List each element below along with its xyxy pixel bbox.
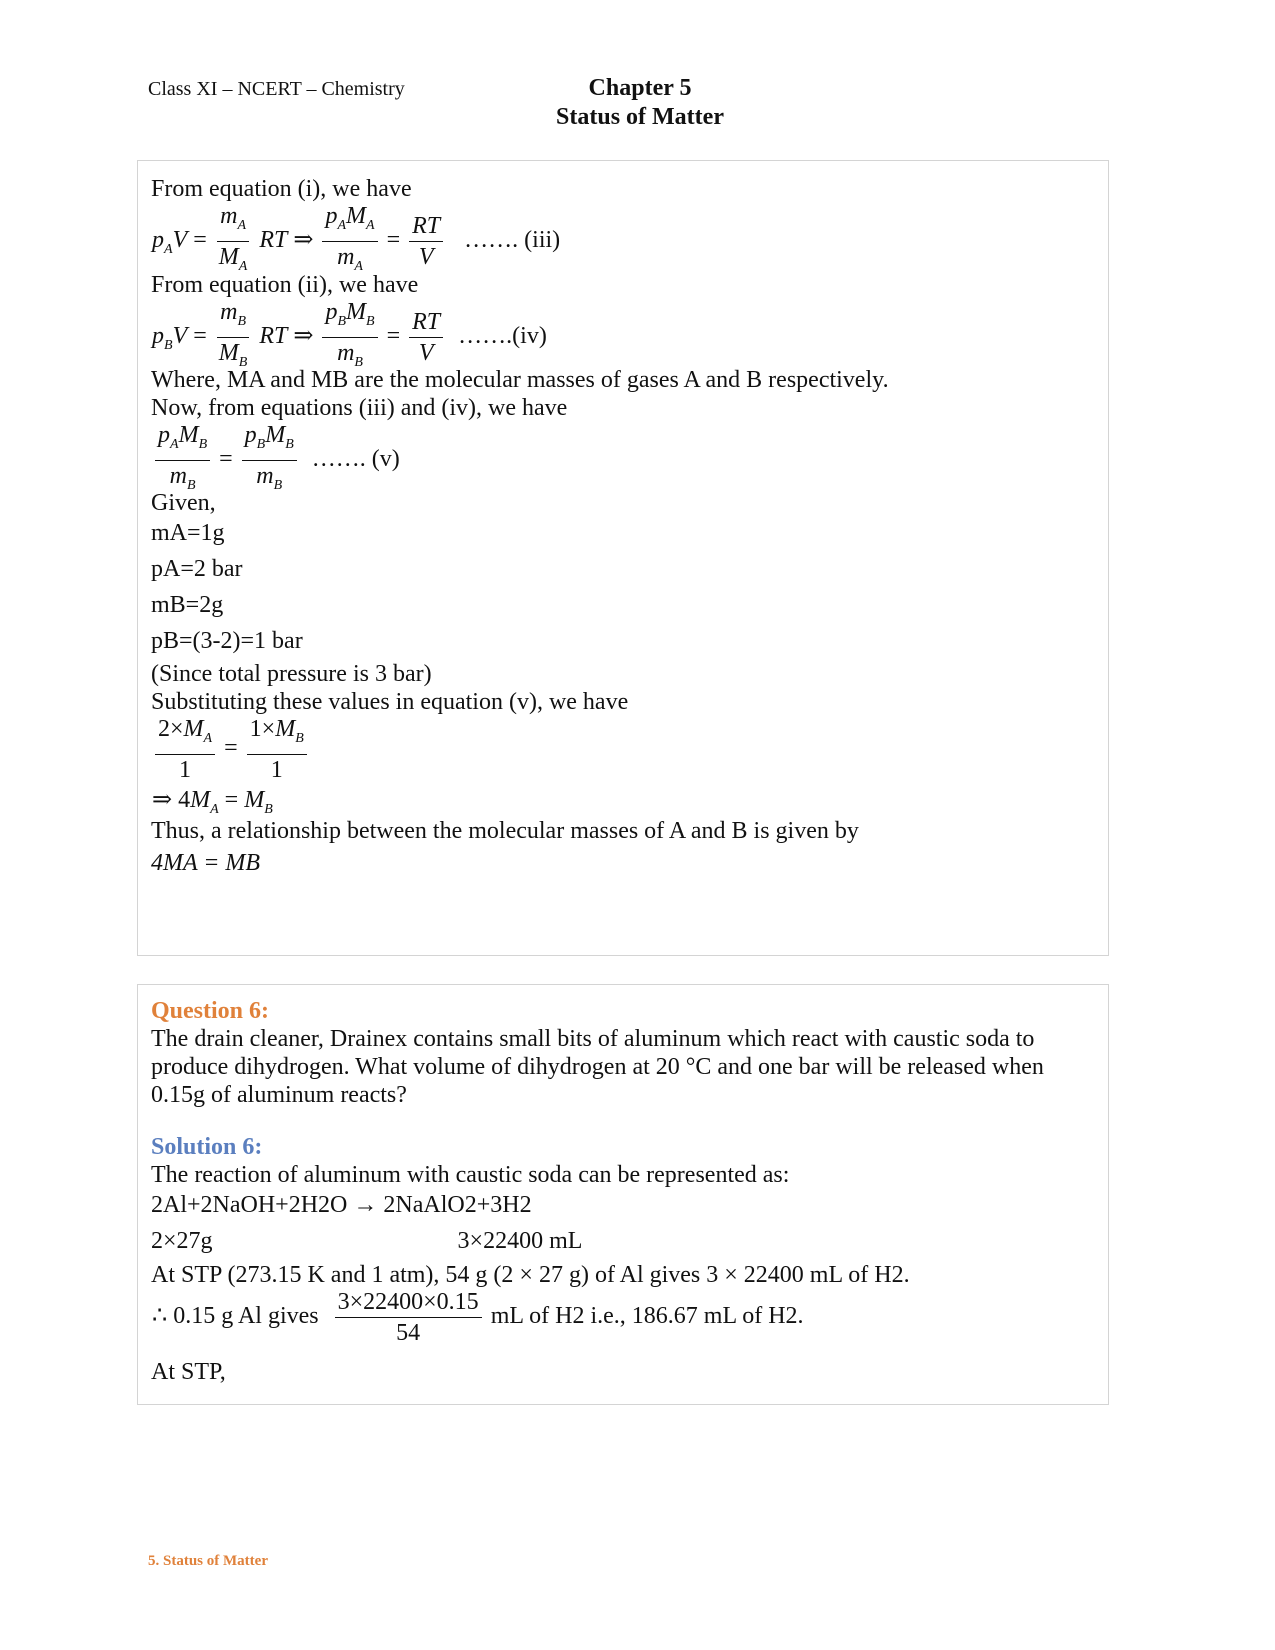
equation-tag: ……. (iii) bbox=[464, 226, 561, 253]
given-value: pA=2 bar bbox=[151, 556, 243, 582]
text-line: Where, MA and MB are the molecular masses of gases A and B respectively. bbox=[151, 367, 889, 393]
given-value: mA=1g bbox=[151, 520, 225, 546]
implication-equation: ⇒ $4M_A = M_B$ bbox=[152, 787, 273, 817]
result-text: mL of H2 i.e., 186.67 mL of H2. bbox=[490, 1303, 804, 1330]
text-line: At STP, bbox=[151, 1359, 226, 1385]
substituted-equation: $\frac{2\times M_A}{1}$ = $\frac{1\times M_B}{1}$ bbox=[152, 714, 310, 785]
question-title: Question 6: bbox=[151, 998, 270, 1024]
text-line: From equation (ii), we have bbox=[151, 272, 419, 298]
text-line: The reaction of aluminum with caustic soda can be represented as: bbox=[151, 1162, 790, 1188]
chapter-title: Status of Matter bbox=[556, 104, 724, 130]
given-value: pB=(3-2)=1 bar bbox=[151, 628, 303, 654]
equation-iv: $p_BV$ = $\frac{m_B}{M_B}$ RT ⇒ $\frac{p_BM_B}{m_B}$ = $\frac{RT}{V}$ …….(iv) bbox=[152, 299, 547, 370]
question-text: 0.15g of aluminum reacts? bbox=[151, 1082, 407, 1108]
text-line: Thus, a relationship between the molecular masses of A and B is given by bbox=[151, 818, 859, 844]
header-class-label: Class XI – NCERT – Chemistry bbox=[148, 78, 405, 100]
question-6-box bbox=[137, 984, 1109, 1405]
text-line: Now, from equations (iii) and (iv), we have bbox=[151, 395, 568, 421]
header-chapter bbox=[490, 74, 790, 132]
equation-iii: $p_AV$ = $\frac{m_A}{M_A}$ RT ⇒ $\frac{p_AM_A}{m_A}$ = $\frac{RT}{V}$ ……. (iii) bbox=[152, 203, 561, 274]
chapter-number: Chapter 5 bbox=[588, 75, 692, 101]
text-line: Given, bbox=[151, 490, 216, 516]
solution-continuation-box bbox=[137, 160, 1109, 956]
fraction-numerator: 3×22400×0.15 bbox=[335, 1287, 482, 1318]
equation-tag: ……. (v) bbox=[311, 445, 400, 472]
solution-title: Solution 6: bbox=[151, 1134, 263, 1160]
final-relation: 4MA = MB bbox=[151, 850, 261, 876]
text-line: (Since total pressure is 3 bar) bbox=[151, 661, 432, 687]
reaction-equation: 2Al+2NaOH+2H2O → 2NaAlO2+3H2 bbox=[151, 1192, 532, 1218]
given-value: mB=2g bbox=[151, 592, 224, 618]
question-text: The drain cleaner, Drainex contains small bits of aluminum which react with caustic soda to bbox=[151, 1026, 1035, 1052]
equation-v: $\frac{p_AM_B}{m_B}$ = $\frac{p_BM_B}{m_B}$ ……. (v) bbox=[152, 420, 400, 501]
therefore-text: ∴ 0.15 g Al gives bbox=[152, 1303, 319, 1330]
footer-chapter-label: 5. Status of Matter bbox=[148, 1553, 268, 1569]
mass-left: 2×27g bbox=[151, 1228, 213, 1254]
fraction-denominator: 54 bbox=[396, 1320, 421, 1346]
mass-line bbox=[151, 1227, 582, 1255]
text-line: Substituting these values in equation (v), we have bbox=[151, 689, 629, 715]
text-line: From equation (i), we have bbox=[151, 176, 412, 202]
calculation-line bbox=[152, 1287, 804, 1348]
stp-line: At STP (273.15 K and 1 atm), 54 g (2 × 27 g) of Al gives 3 × 22400 mL of H2. bbox=[151, 1262, 910, 1288]
question-text: produce dihydrogen. What volume of dihydrogen at 20 °C and one bar will be released when bbox=[151, 1054, 1044, 1080]
equation-tag: …….(iv) bbox=[458, 322, 547, 349]
mass-right: 3×22400 mL bbox=[457, 1228, 583, 1254]
